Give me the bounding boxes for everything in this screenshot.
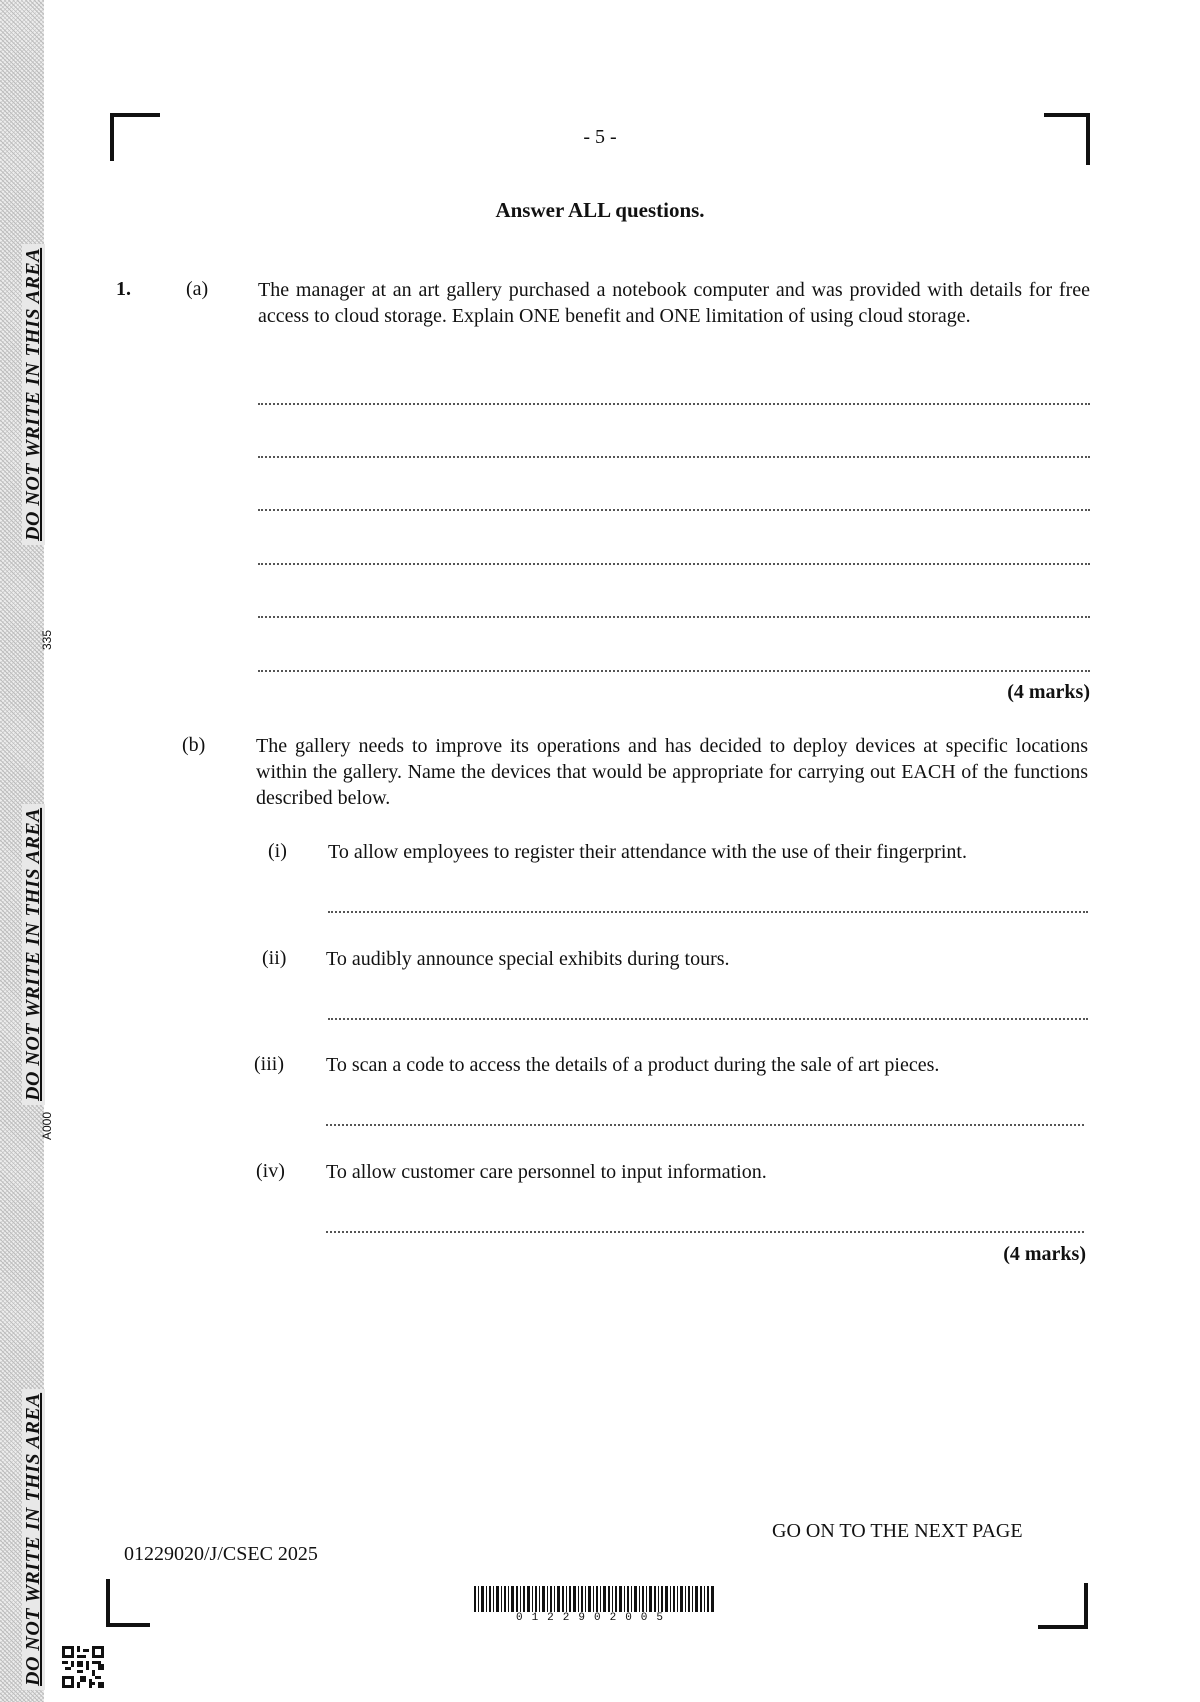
answer-line-i[interactable] (328, 911, 1088, 913)
margin-code-lower: A000 (40, 1111, 54, 1140)
answer-line-iii[interactable] (326, 1124, 1084, 1126)
answer-line-a-4[interactable] (258, 563, 1090, 565)
item-ii-label: (ii) (262, 947, 287, 969)
margin-code-upper: 335 (40, 629, 54, 650)
corner-mark-top-right (1044, 113, 1090, 165)
margin-warning-middle: DO NOT WRITE IN THIS AREA (22, 804, 45, 1105)
item-i-label: (i) (268, 840, 287, 862)
answer-line-ii[interactable] (328, 1018, 1088, 1020)
margin-strip (0, 0, 44, 1702)
answer-line-a-3[interactable] (258, 509, 1090, 511)
answer-line-a-6[interactable] (258, 670, 1090, 672)
part-a-marks: (4 marks) (1007, 681, 1090, 703)
part-b-label: (b) (182, 734, 206, 756)
part-a-text: The manager at an art gallery purchased a notebook computer and was provided with details for free access to cloud storage. Explain ONE benefit and ONE limitation of using cloud storage. (258, 279, 1090, 327)
item-i-text: To allow employees to register their attendance with the use of their fingerprint. (328, 841, 967, 863)
next-page-notice: GO ON TO THE NEXT PAGE (772, 1520, 1023, 1542)
answer-line-a-2[interactable] (258, 456, 1090, 458)
barcode-icon (474, 1586, 714, 1612)
part-b-marks: (4 marks) (1003, 1243, 1086, 1265)
part-a-label: (a) (186, 278, 209, 300)
corner-mark-bottom-left (106, 1579, 150, 1627)
margin-warning-top: DO NOT WRITE IN THIS AREA (22, 244, 45, 545)
part-b-text: The gallery needs to improve its operations and has decided to deploy devices at specific locations within the gallery. Name the devices that would be appropriate for carrying out EACH of the functions described below. (256, 735, 1088, 809)
corner-mark-bottom-right (1038, 1583, 1088, 1629)
paper-code: 01229020/J/CSEC 2025 (124, 1543, 318, 1565)
corner-mark-top-left (110, 113, 160, 161)
barcode-number: 0122902005 (515, 1612, 672, 1624)
question-number: 1. (116, 278, 131, 300)
answer-line-a-5[interactable] (258, 616, 1090, 618)
item-ii-text: To audibly announce special exhibits during tours. (326, 948, 730, 970)
item-iv-text: To allow customer care personnel to input information. (326, 1161, 767, 1183)
item-iii-label: (iii) (254, 1053, 284, 1075)
instructions-heading: Answer ALL questions. (495, 198, 705, 222)
qr-code-icon (62, 1646, 104, 1688)
answer-line-a-1[interactable] (258, 403, 1090, 405)
answer-line-iv[interactable] (326, 1231, 1084, 1233)
item-iii-text: To scan a code to access the details of a product during the sale of art pieces. (326, 1054, 940, 1076)
page-number: - 5 - (583, 126, 617, 148)
margin-warning-bottom: DO NOT WRITE IN THIS AREA (22, 1389, 45, 1690)
item-iv-label: (iv) (256, 1160, 285, 1182)
